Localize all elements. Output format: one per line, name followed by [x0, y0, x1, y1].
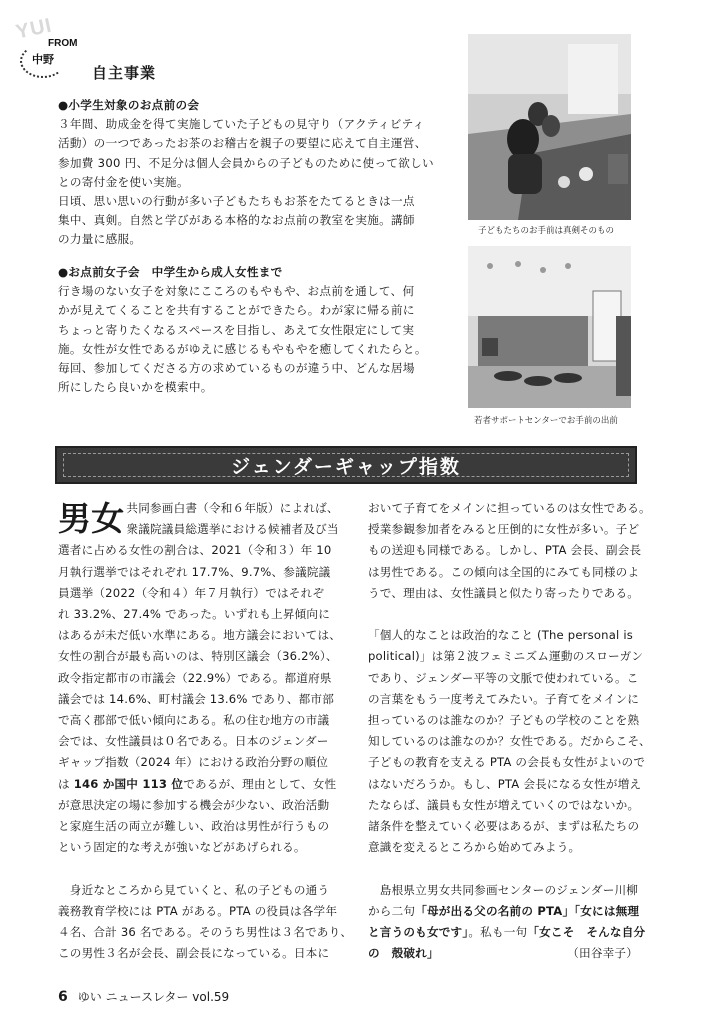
badge-yui-text: YUI [14, 14, 55, 44]
article-line: と家庭生活の両立が難しい、政治は男性が行うもの [58, 819, 330, 834]
ranking-bold: 146 か国中 113 位 [73, 776, 184, 791]
article-line: であり、ジェンダー平等の文脈で使われている。こ [368, 670, 639, 685]
senryu-line [368, 943, 668, 964]
article-line: ギャップ指数（2024 年）における政治分野の順位 [58, 755, 329, 770]
article-line: 島根県立男女共同参画センターのジェンダー川柳 [368, 882, 639, 897]
badge-place-text: 中野 [32, 53, 54, 66]
article-line: 員選挙（2022（令和４）年７月執行）ではそれぞ [58, 585, 325, 600]
section1-line: ３年間、助成金を得て実施していた子どもの見守り（アクティビティ [58, 117, 425, 132]
publication-name: ゆい ニュースレター vol.59 [77, 990, 230, 1004]
article-line: は男性である。この傾向は全国的にみても同様のよ [368, 564, 640, 579]
banner-frame [63, 453, 629, 477]
section1-line: 日頃、思い思いの行動が多い子どもたちもお茶をたてるときは一点 [58, 194, 415, 209]
article-line: の言葉をもう一度考えてみたい。子育てをメインに [368, 691, 640, 706]
article-line: はあるが未だ低い水準にある。地方議会においては、 [58, 628, 342, 643]
article-line: 知しているのは誰なのか？女性である。だからこそ、 [368, 734, 651, 749]
article-line: ４名、合計 36 名である。そのうち男性は３名であり、 [58, 925, 353, 940]
dropcap: 男女 [58, 499, 125, 538]
photo2-caption: 若者サポートセンターでお手前の出前 [474, 416, 618, 426]
article-line: で高く郡部で低い傾向にある。私の住む地方の市議 [58, 713, 330, 728]
article-line: たならば、議員も女性が増えていくのではないか。 [368, 797, 640, 812]
photo2-illustration [468, 246, 631, 408]
article-line: 共同参画白書（令和６年版）によれば、 [126, 501, 339, 515]
article-line: おいて子育てをメインに担っているのは女性である。 [368, 501, 651, 515]
photo-children-tea-ceremony [468, 34, 631, 220]
article-line: という固定的な考えが強いなどがあげられる。 [58, 840, 306, 855]
yui-from-nakano-badge [14, 14, 78, 80]
article-line: 議会では 14.6%、町村議会 13.6% であり、都市部 [58, 691, 335, 706]
page-number: 6 [58, 989, 68, 1005]
article-line: 授業参観参加者をみると圧倒的に女性が多い。子ど [368, 522, 640, 537]
article-line: 選者に占める女性の割合は、2021（令和３）年 10 [58, 543, 332, 558]
article-line: うで、理由は、女性議員と似たり寄ったりである。 [368, 585, 640, 600]
section1-heading: ●小学生対象のお点前の会 [58, 98, 200, 112]
author-name: （田谷幸子） [567, 946, 638, 961]
section1-line: 集中、真剣。自然と学びがある本格的なお点前の教室を実施。講師 [58, 213, 415, 228]
section1-line: の力量に感服。 [58, 232, 142, 247]
senryu-quote-3: 「女こそ そんな自分 [527, 925, 646, 940]
article-line: 意識を変えるところから始めてみよう。 [368, 840, 581, 855]
paragraph-gap [58, 858, 358, 879]
article-line: 子どもの教育を支える PTA の会長も女性がよいので [368, 755, 646, 770]
section2-heading: ●お点前女子会 中学生から成人女性まで [58, 265, 283, 279]
badge-from-text: FROM [48, 38, 78, 49]
senryu-line [368, 901, 668, 922]
senryu-mid: 。私も一句 [468, 925, 528, 940]
senryu-quote-1: 「母が出る父の名前の PTA」「女には無理 [415, 903, 640, 918]
article-line-with-ranking [58, 774, 358, 795]
section2-line: かが見えてくることを共有することができたら。わが家に帰る前に [58, 303, 415, 318]
article-left-column [58, 498, 358, 964]
article-line: 月執行選挙ではそれぞれ 17.7%、9.7%、参議院議 [58, 564, 331, 579]
section2-text [58, 263, 460, 397]
article-right-column [368, 498, 668, 964]
article-line: この男性３名が会長、副会長になっている。日本に [58, 946, 330, 961]
ranking-suffix: であるが、理由として、女性 [183, 776, 337, 791]
banner-title: ジェンダーギャップ指数 [231, 455, 461, 478]
article-line: political)」は第２波フェミニズム運動のスローガン [368, 649, 644, 664]
section1-line: との寄付金を使い実施。 [58, 174, 189, 189]
article-line: 衆議院議員総選挙における候補者及び当 [126, 522, 339, 537]
photo-youth-support-center [468, 246, 631, 408]
paragraph-gap [368, 604, 668, 625]
paragraph-gap [368, 858, 668, 879]
section1-line: 活動）の一つであったお茶のお稽古を親子の要望に応えて自主運営、 [58, 136, 427, 151]
photo1-caption: 子どもたちのお手前は真剣そのもの [478, 226, 615, 236]
page-footer [58, 988, 229, 1005]
section2-line: 行き場のない女子を対象にこころのもやもや、お点前を通して、何 [58, 284, 415, 299]
section-title: 自主事業 [92, 64, 157, 82]
section2-line: 所にしたら良いかを模索中。 [58, 380, 213, 395]
article-line: 「個人的なことは政治的なこと (The personal is [368, 628, 633, 643]
senryu-quote-2: と言うのも女です」 [368, 925, 469, 940]
senryu-quote-3-end: の 殻破れ」 [368, 946, 439, 961]
photo1-illustration [468, 34, 631, 220]
article-line: 義務教育学校には PTA がある。PTA の役員は各学年 [58, 903, 338, 918]
article-line: 諸条件を整えていく必要はあるが、まずは私たちの [368, 819, 640, 834]
section1-text [58, 96, 460, 250]
senryu-line [368, 922, 668, 943]
article-line: もの送迎も同様である。しかし、PTA 会長、副会長 [368, 543, 642, 558]
article-line: 政令指定都市の市議会（22.9%）である。都道府県 [58, 670, 332, 685]
article-line: 女性の割合が最も高いのは、特別区議会（36.2%）、 [58, 649, 338, 664]
gender-gap-banner [55, 446, 637, 484]
article-line: が意思決定の場に参加する機会が少ない、政治活動 [58, 797, 330, 812]
article-line: 会では、女性議員は０名である。日本のジェンダー [58, 734, 329, 749]
article-line: れ 33.2%、27.4% であった。いずれも上昇傾向に [58, 607, 331, 622]
section2-line: 毎回、参加してくださる方の求めているものが違う中、どんな居場 [58, 361, 415, 376]
article-line: 身近なところから見ていくと、私の子どもの通う [58, 882, 330, 897]
ranking-prefix: は [58, 776, 74, 791]
article-line: はないだろうか。もし、PTA 会長になる女性が増え [368, 776, 642, 791]
section2-line: 施。女性が女性であるがゆえに感じるもやもやを癒してくれたらと。 [58, 341, 427, 356]
section1-line: 参加費 300 円、不足分は個人会員からの子どものために使って欲しい [58, 155, 434, 170]
article-line: 担っているのは誰なのか？子どもの学校のことを熟 [368, 713, 640, 728]
senryu-intro: から二句 [368, 903, 416, 918]
section2-line: ちょっと寄りたくなるスペースを目指し、あえて女性限定にして実 [58, 322, 415, 337]
